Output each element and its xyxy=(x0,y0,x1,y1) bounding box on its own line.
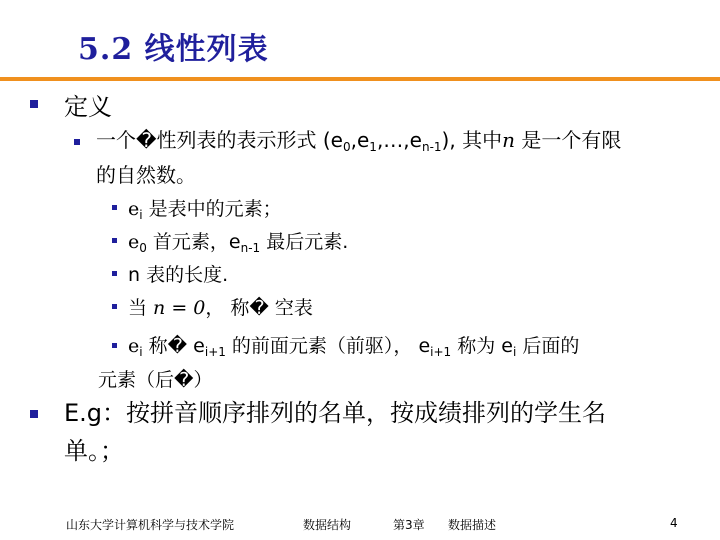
footer-school: 山东大学计算机科学与技术学院 xyxy=(66,518,235,532)
bullet-icon xyxy=(112,304,117,309)
bullet-icon xyxy=(30,410,38,418)
bullet-icon xyxy=(30,100,38,108)
bullet-icon xyxy=(74,139,80,145)
list-item: $e_i$ 是表中的元素； xyxy=(128,198,282,222)
list-item: 当 n = 0， 称� 空表 xyxy=(128,297,313,319)
page-title: 5.2 线性列表 xyxy=(78,32,269,67)
title-divider xyxy=(0,77,720,81)
bullet-icon xyxy=(112,343,117,348)
list-item: $e_0$ 首元素，$e_{n-1}$ 最后元素. xyxy=(128,231,349,255)
bullet-icon xyxy=(112,238,117,243)
bullet-icon xyxy=(112,205,117,210)
bullet-icon xyxy=(112,271,117,276)
footer-topic: 数据描述 xyxy=(448,518,497,532)
page-number: 4 xyxy=(670,516,678,530)
list-item: n 表的长度. xyxy=(128,264,229,286)
example-text: E.g：按拼音顺序排列的名单，按成绩排列的学生名 单。； xyxy=(64,399,607,465)
footer-course: 数据结构 xyxy=(303,518,352,532)
definition-heading: 定义 xyxy=(64,93,112,121)
footer-chapter: 第3章 xyxy=(393,518,425,532)
definition-text: 一个�性列表的表示形式 $(e_0,e_1,\dots,e_{n-1})$, 其中n 是一个有限 的自然数。 xyxy=(96,128,622,187)
list-item: $e_i$ 称� $e_{i+1}$ 的前面元素（前驱）， $e_{i+1}$ 称为 $e_i$ 后面的 元素（后�） xyxy=(98,335,580,391)
